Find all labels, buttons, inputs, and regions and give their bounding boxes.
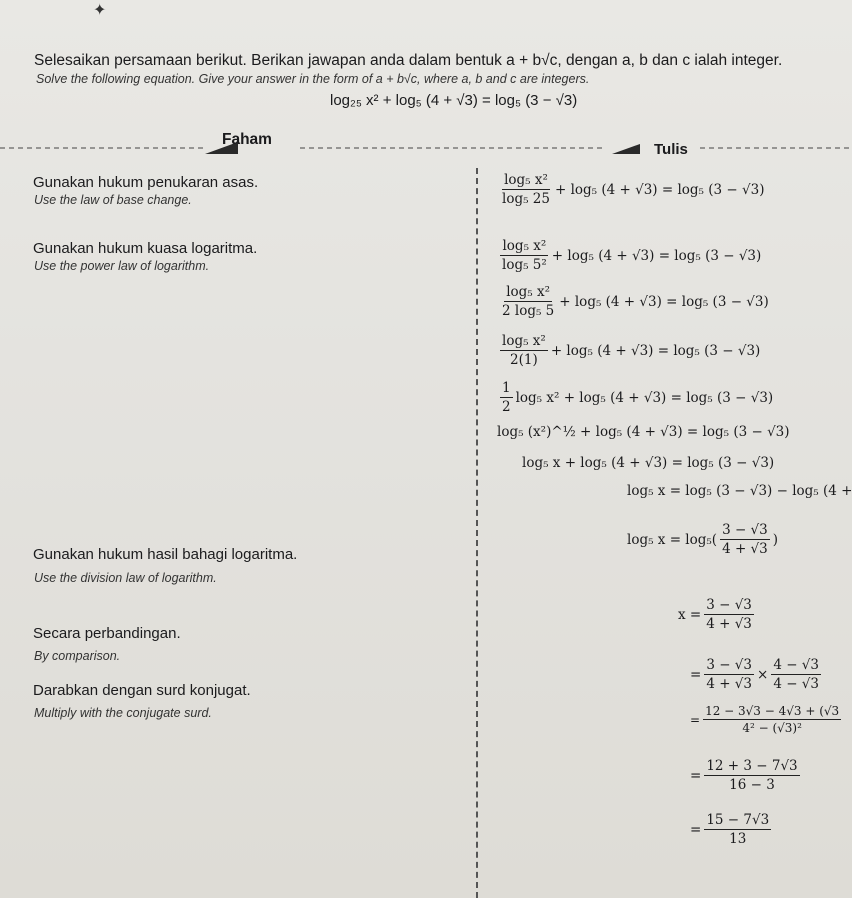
eq-sign: =	[690, 666, 702, 683]
step-1-ms: Gunakan hukum penukaran asas.	[33, 174, 259, 191]
work-tail: + log₅ (4 + √3) = log₅ (3 − √3)	[559, 293, 769, 310]
frac-den: 2 log₅ 5	[502, 303, 555, 319]
frac-num: log₅ x²	[506, 284, 551, 300]
header-tulis: Tulis	[654, 141, 688, 158]
step-3-en: Use the division law of logarithm.	[34, 571, 217, 585]
frac-num: 4 − √3	[773, 657, 819, 673]
frac-den: log₅ 25	[502, 191, 550, 207]
eq-sign: =	[690, 767, 702, 784]
eq-sign: =	[690, 712, 701, 727]
frac-num: 1	[502, 380, 511, 396]
work-line-7: log₅ x + log₅ (4 + √3) = log₅ (3 − √3)	[522, 455, 775, 471]
star-icon: ✦	[93, 2, 107, 19]
step-1-en: Use the law of base change.	[34, 193, 192, 207]
work-half-tail: log₅ x² + log₅ (4 + √3) = log₅ (3 − √3)	[515, 389, 774, 406]
eq-sign: =	[690, 821, 702, 838]
work-line-6: log₅ (x²)^½ + log₅ (4 + √3) = log₅ (3 − √3)	[497, 424, 790, 440]
frac-num: 3 − √3	[722, 522, 768, 538]
work-line-14	[690, 812, 774, 847]
frac-den: 2(1)	[510, 352, 538, 368]
frac-num: 15 − 7√3	[706, 812, 770, 828]
step-3-ms: Gunakan hukum hasil bahagi logaritma.	[33, 546, 298, 563]
times-sign: ×	[757, 666, 769, 683]
frac-den: 4² − (√3)²	[742, 721, 802, 735]
frac-den: 4 − √3	[773, 676, 819, 692]
frac-den: log₅ 5²	[502, 257, 547, 273]
step-5-ms: Darabkan dengan surd konjugat.	[33, 682, 251, 699]
work-line-1	[497, 172, 764, 207]
div-lhs: log₅ x = log₅	[627, 531, 712, 548]
frac-num: 12 + 3 − 7√3	[706, 758, 798, 774]
work-line-9: log₅ x = log₅ ( $\frac{3 - √3}{4 + √3}$ )	[627, 522, 779, 557]
frac-num: log₅ x²	[504, 172, 548, 188]
work-line-10	[678, 597, 757, 632]
question-text-ms: Selesaikan persamaan berikut. Berikan jawapan anda dalam bentuk a + b√c, dengan a, b dan c ialah integer.	[34, 52, 783, 69]
question-text-en: Solve the following equation. Give your answer in the form of a + b√c, where a, b and c are integers.	[36, 72, 590, 86]
work-line-11	[690, 657, 824, 692]
frac-num: log₅ x²	[502, 333, 546, 349]
step-4-ms: Secara perbandingan.	[33, 625, 181, 642]
work-line-3	[497, 284, 769, 319]
frac-num: 3 − √3	[706, 597, 752, 613]
step-5-en: Multiply with the conjugate surd.	[34, 706, 212, 720]
header-faham: Faham	[222, 131, 272, 148]
question-equation: log₂₅ x² + log₅ (4 + √3) = log₅ (3 − √3)	[330, 92, 578, 109]
frac-num: 3 − √3	[706, 657, 752, 673]
x-eq: x =	[678, 606, 702, 623]
work-line-5	[497, 380, 773, 415]
step-2-ms: Gunakan hukum kuasa logaritma.	[33, 240, 258, 257]
work-tail: + log₅ (4 + √3) = log₅ (3 − √3)	[550, 342, 761, 359]
work-line-12	[690, 704, 844, 735]
frac-den: 13	[729, 831, 747, 847]
work-line-4	[497, 333, 760, 368]
frac-den: 4 + √3	[706, 676, 752, 692]
section-divider	[0, 142, 852, 156]
step-4-en: By comparison.	[34, 649, 121, 663]
frac-den: 2	[502, 399, 511, 415]
frac-den: 4 + √3	[722, 541, 768, 557]
column-divider	[476, 168, 478, 898]
frac-num: 12 − 3√3 − 4√3 + (√3	[705, 704, 840, 718]
frac-den: 16 − 3	[729, 777, 775, 793]
frac-den: 4 + √3	[706, 616, 752, 632]
work-line-2	[497, 238, 761, 273]
step-2-en: Use the power law of logarithm.	[34, 259, 210, 273]
work-line-13	[690, 758, 803, 793]
work-tail: + log₅ (4 + √3) = log₅ (3 − √3)	[554, 181, 765, 198]
frac-num: log₅ x²	[502, 238, 547, 254]
work-line-8: log₅ x = log₅ (3 − √3) − log₅ (4 +	[627, 483, 852, 499]
work-tail: + log₅ (4 + √3) = log₅ (3 − √3)	[551, 247, 762, 264]
